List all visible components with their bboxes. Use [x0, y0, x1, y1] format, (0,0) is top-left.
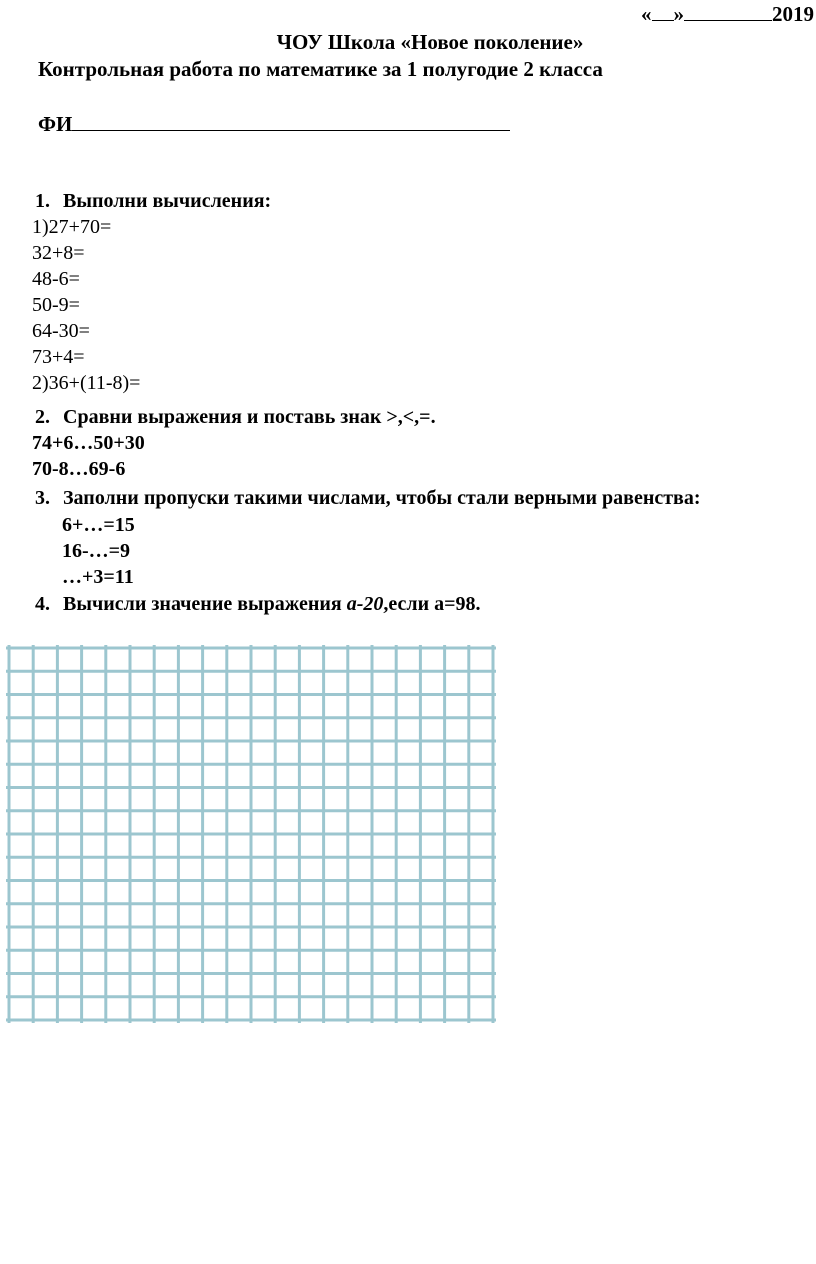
task3-line: 16-…=9	[62, 540, 131, 562]
task2-number: 2.	[35, 406, 50, 428]
task3-line: 6+…=15	[62, 514, 135, 536]
task1-title: Выполни вычисления:	[63, 190, 272, 212]
task1-line: 2)36+(11-8)=	[32, 372, 141, 394]
task1-number: 1.	[35, 190, 50, 212]
task1-line: 48-6=	[32, 268, 80, 290]
task1-line: 32+8=	[32, 242, 85, 264]
task4-heading	[35, 593, 481, 616]
month-blank	[684, 20, 772, 21]
name-field-line	[72, 130, 510, 131]
task2-heading	[35, 406, 436, 429]
answer-grid	[6, 645, 496, 1023]
school-name: ЧОУ Школа «Новое поколение»	[276, 30, 584, 54]
task4-title-post: ,если а=98.	[383, 593, 481, 615]
task3-heading	[35, 487, 701, 510]
task1-line: 1)27+70=	[32, 216, 112, 238]
name-field	[38, 112, 510, 137]
day-blank	[652, 20, 674, 21]
date-quote-open: «	[641, 2, 652, 26]
task2-line: 74+6…50+30	[32, 432, 145, 454]
task2-title: Сравни выражения и поставь знак >,<,=.	[63, 406, 436, 428]
task3-number: 3.	[35, 487, 50, 509]
task3-line: …+3=11	[62, 566, 134, 588]
task1-line: 64-30=	[32, 320, 90, 342]
task4-number: 4.	[35, 593, 50, 615]
date-quote-close: »	[673, 2, 684, 26]
test-title: Контрольная работа по математике за 1 полугодие 2 класса	[38, 57, 603, 81]
date-line	[641, 2, 814, 27]
task4-title-pre: Вычисли значение выражения	[63, 593, 347, 615]
task4-expression: а-20	[346, 593, 384, 615]
task3-title: Заполни пропуски такими числами, чтобы стали верными равенства:	[63, 487, 701, 509]
task2-line: 70-8…69-6	[32, 458, 126, 480]
task1-line: 73+4=	[32, 346, 85, 368]
task1-heading	[35, 190, 271, 213]
date-year: 2019	[772, 2, 814, 26]
task1-line: 50-9=	[32, 294, 80, 316]
name-field-label: ФИ	[38, 112, 73, 136]
